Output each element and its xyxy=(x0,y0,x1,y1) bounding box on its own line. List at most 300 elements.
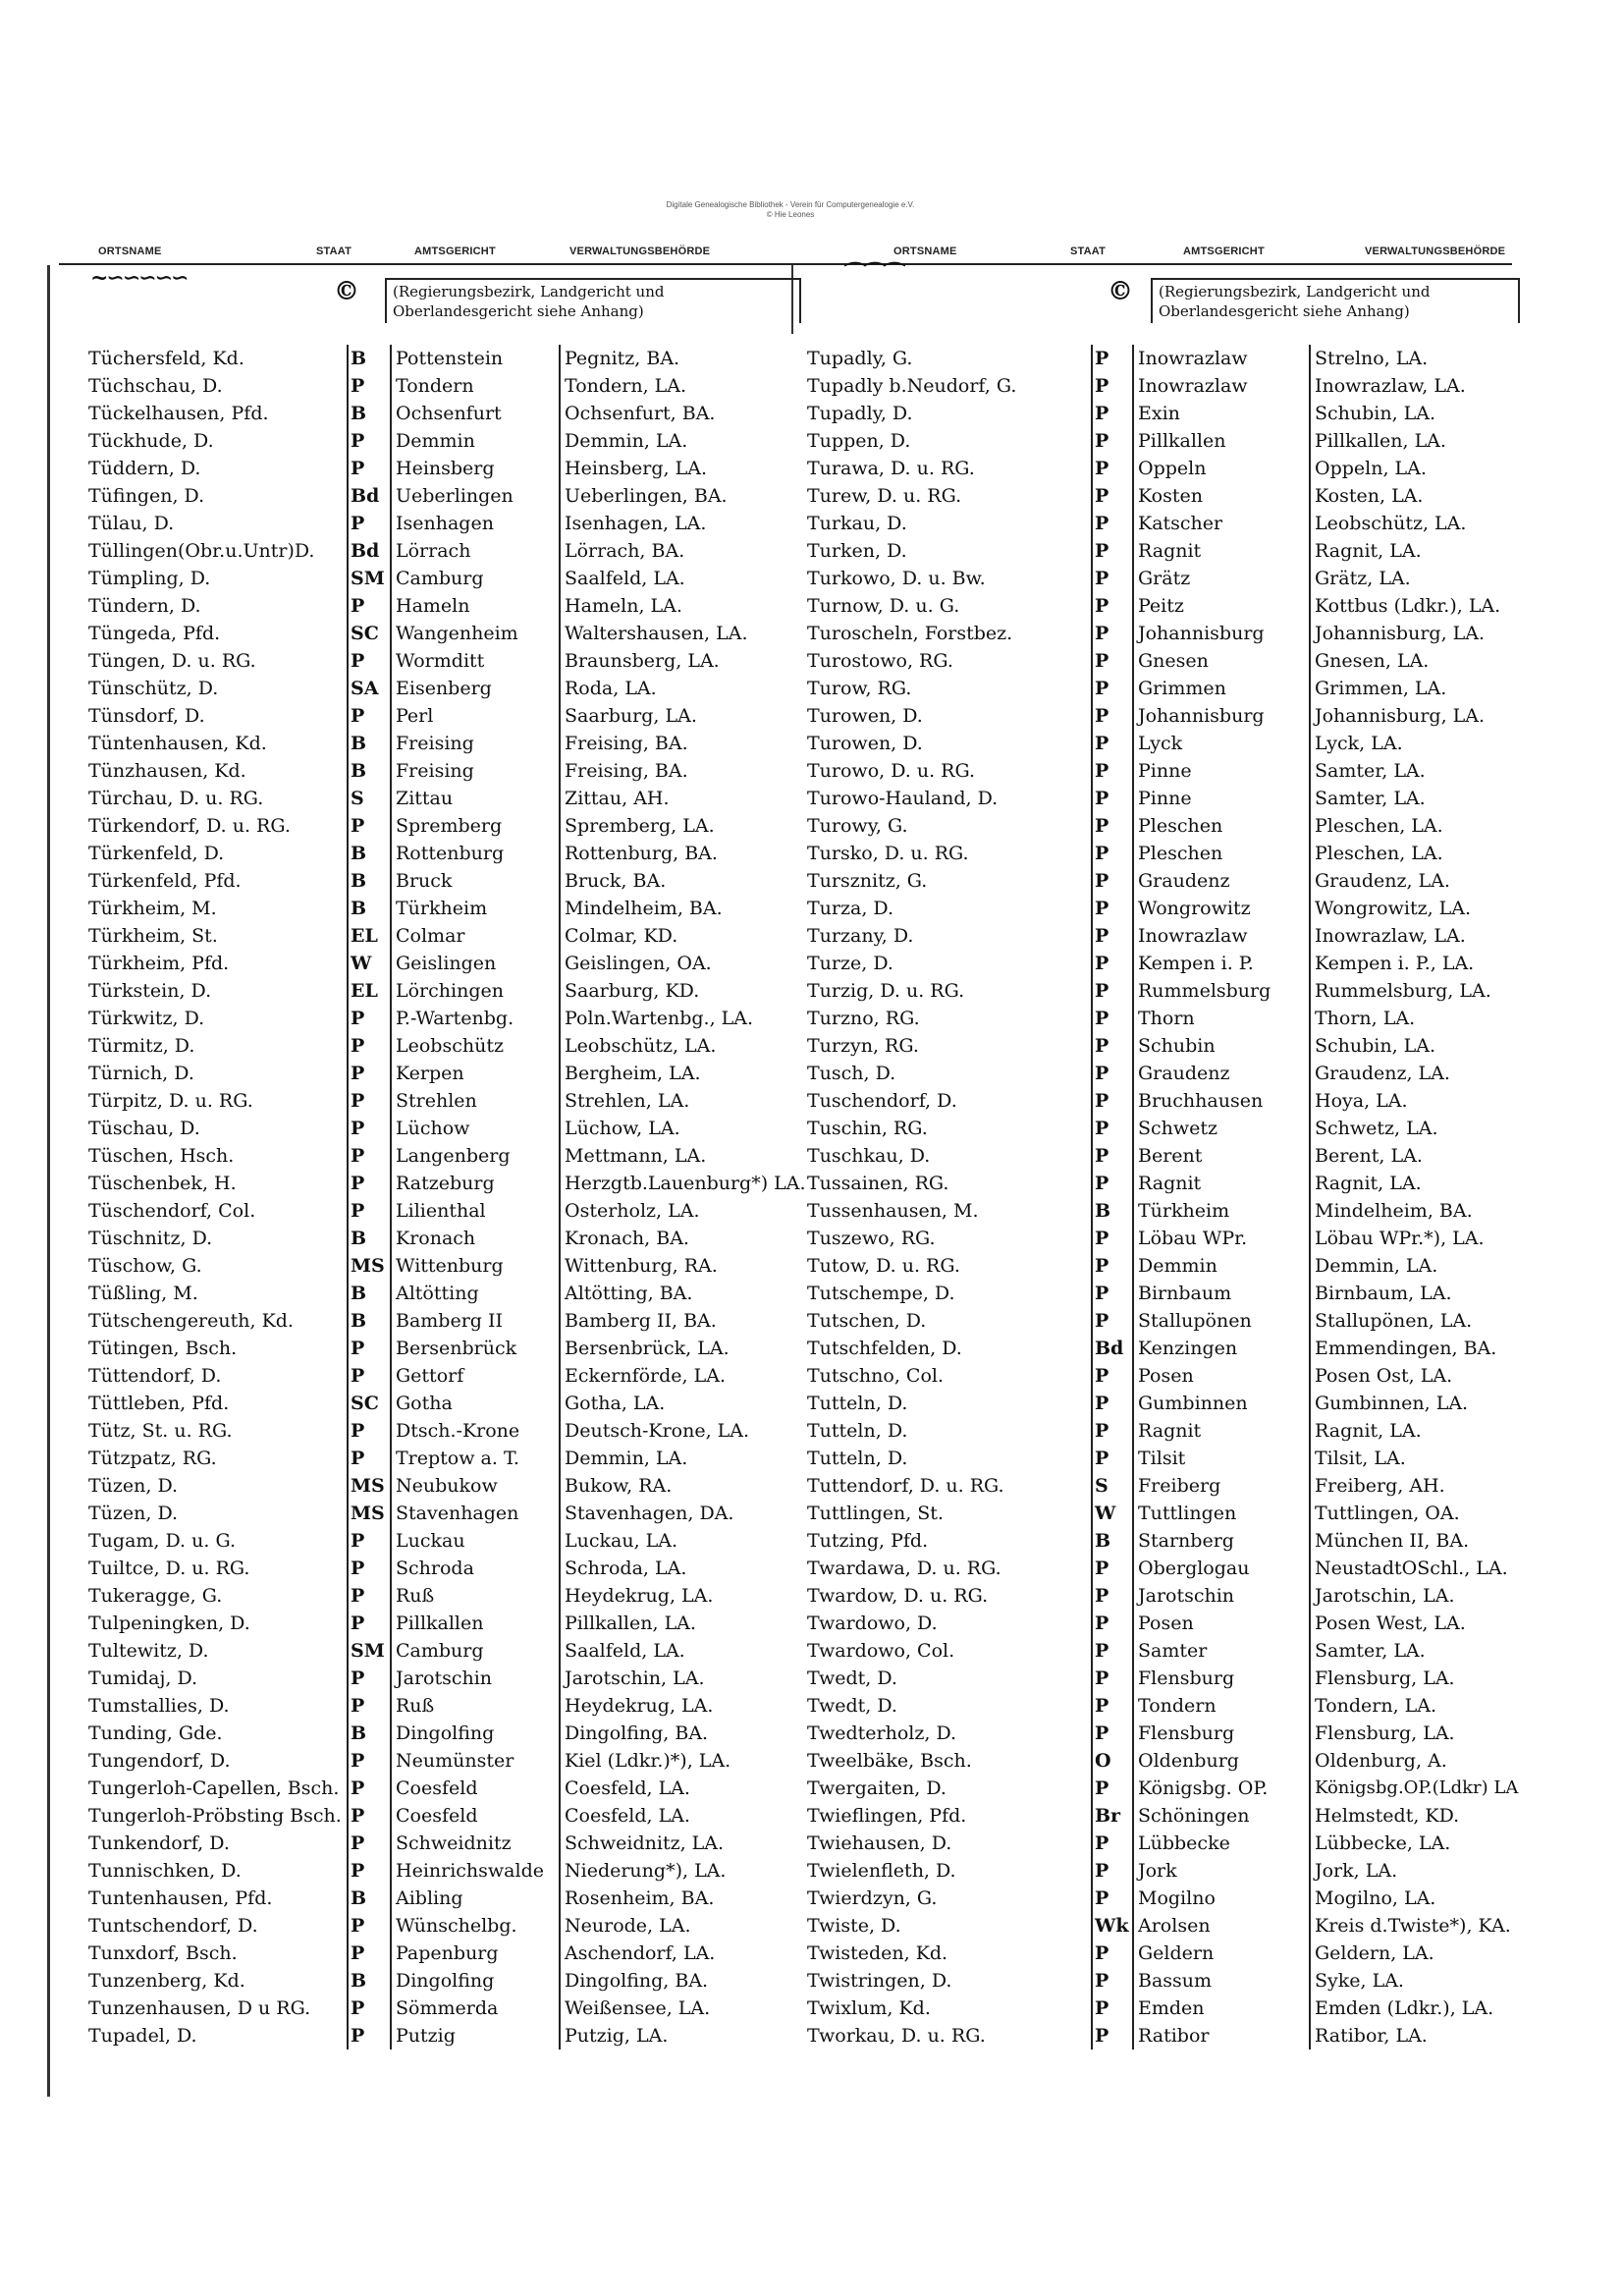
table-row xyxy=(803,1472,1526,1500)
staat-cell: Bd xyxy=(348,482,391,510)
amtsgericht-cell: Strehlen xyxy=(396,1090,477,1112)
ortsname-cell: Twardowo, D. xyxy=(807,1613,938,1634)
verwaltung-cell: Schroda, LA. xyxy=(560,1555,807,1582)
ortsname-cell: Tüschau, D. xyxy=(88,1118,200,1139)
ortsname-cell: Twergaiten, D. xyxy=(807,1777,947,1799)
verwaltung-cell: Osterholz, LA. xyxy=(560,1197,807,1225)
staat-cell: P xyxy=(348,1197,391,1225)
table-row xyxy=(803,785,1526,812)
verwaltung-cell: Mettmann, LA. xyxy=(560,1142,807,1170)
ortsname-cell: Twardowo, Col. xyxy=(807,1640,955,1662)
ortsname-cell: Tüzen, D. xyxy=(88,1475,179,1497)
verwaltung-cell: Dingolfing, BA. xyxy=(560,1720,807,1747)
table-row xyxy=(803,345,1526,372)
amtsgericht-cell: Putzig xyxy=(396,2025,456,2047)
table-row xyxy=(803,1555,1526,1582)
staat-cell: Wk xyxy=(1092,1912,1133,1940)
staat-cell: P xyxy=(348,2022,391,2050)
table-row xyxy=(803,1995,1526,2022)
amtsgericht-cell: Jork xyxy=(1138,1860,1177,1882)
amtsgericht-cell: Grimmen xyxy=(1138,678,1226,699)
left-header-verwaltung: VERWALTUNGSBEHÖRDE xyxy=(569,246,711,257)
ortsname-cell: Tungerloh-Capellen, Bsch. xyxy=(88,1777,340,1799)
verwaltung-cell: Leobschütz, LA. xyxy=(1310,510,1526,537)
right-handwritten-mark: ⌒⌒⌒ xyxy=(844,261,904,287)
amtsgericht-cell: Wormditt xyxy=(396,650,485,672)
verwaltung-cell: Lüchow, LA. xyxy=(560,1115,807,1142)
ortsname-cell: Tünzhausen, Kd. xyxy=(88,760,246,782)
table-row xyxy=(84,1857,807,1885)
amtsgericht-cell: Schroda xyxy=(396,1558,474,1579)
ortsname-cell: Tunnischken, D. xyxy=(88,1860,242,1882)
amtsgericht-cell: Treptow a. T. xyxy=(396,1448,519,1469)
amtsgericht-cell: Stavenhagen xyxy=(396,1503,519,1524)
amtsgericht-cell: Neumünster xyxy=(396,1750,514,1772)
table-row xyxy=(84,867,807,895)
verwaltung-cell: Hoya, LA. xyxy=(1310,1087,1526,1115)
table-row xyxy=(803,1197,1526,1225)
table-row xyxy=(803,867,1526,895)
amtsgericht-cell: Schubin xyxy=(1138,1035,1216,1057)
table-row xyxy=(803,1500,1526,1527)
ortsname-cell: Turawa, D. u. RG. xyxy=(807,458,975,479)
left-staat-symbol: © xyxy=(334,277,359,306)
amtsgericht-cell: Graudenz xyxy=(1138,1063,1230,1084)
amtsgericht-cell: Exin xyxy=(1138,403,1180,424)
staat-cell: P xyxy=(348,1912,391,1940)
staat-cell: P xyxy=(1092,1005,1133,1032)
verwaltung-cell: Freising, BA. xyxy=(560,730,807,757)
table-row xyxy=(803,1362,1526,1390)
ortsname-cell: Turkau, D. xyxy=(807,513,907,534)
ortsname-cell: Tuschendorf, D. xyxy=(807,1090,957,1112)
ortsname-cell: Tultewitz, D. xyxy=(88,1640,209,1662)
table-row xyxy=(803,1775,1526,1802)
verwaltung-cell: Neurode, LA. xyxy=(560,1912,807,1940)
amtsgericht-cell: Neubukow xyxy=(396,1475,498,1497)
ortsname-cell: Tüschendorf, Col. xyxy=(88,1200,256,1222)
amtsgericht-cell: Bamberg II xyxy=(396,1310,504,1332)
table-row xyxy=(803,1390,1526,1417)
amtsgericht-cell: Ragnit xyxy=(1138,1420,1202,1442)
verwaltung-cell: Luckau, LA. xyxy=(560,1527,807,1555)
verwaltung-cell: Spremberg, LA. xyxy=(560,812,807,840)
amtsgericht-cell: Jarotschin xyxy=(396,1667,493,1689)
verwaltung-cell: Berent, LA. xyxy=(1310,1142,1526,1170)
table-row xyxy=(803,372,1526,400)
table-row xyxy=(84,1775,807,1802)
ortsname-cell: Tutschempe, D. xyxy=(807,1283,955,1304)
ortsname-cell: Turzig, D. u. RG. xyxy=(807,980,965,1002)
ortsname-cell: Tulpeningken, D. xyxy=(88,1613,250,1634)
table-row xyxy=(84,345,807,372)
amtsgericht-cell: Langenberg xyxy=(396,1145,511,1167)
table-row xyxy=(803,565,1526,592)
verwaltung-cell: Emden (Ldkr.), LA. xyxy=(1310,1995,1526,2022)
amtsgericht-cell: Pinne xyxy=(1138,760,1192,782)
verwaltung-cell: Graudenz, LA. xyxy=(1310,1060,1526,1087)
staat-cell: P xyxy=(1092,427,1133,455)
amtsgericht-cell: Emden xyxy=(1138,1997,1205,2019)
ortsname-cell: Tüßling, M. xyxy=(88,1283,198,1304)
verwaltung-cell: Rummelsburg, LA. xyxy=(1310,977,1526,1005)
amtsgericht-cell: Luckau xyxy=(396,1530,465,1552)
table-row xyxy=(84,1060,807,1087)
table-row xyxy=(84,427,807,455)
verwaltung-cell: Ragnit, LA. xyxy=(1310,1417,1526,1445)
table-row xyxy=(803,757,1526,785)
staat-cell: P xyxy=(1092,730,1133,757)
table-row xyxy=(84,1527,807,1555)
staat-cell: P xyxy=(1092,757,1133,785)
staat-cell: P xyxy=(348,1005,391,1032)
ortsname-cell: Turow, RG. xyxy=(807,678,912,699)
table-row xyxy=(803,950,1526,977)
staat-cell: P xyxy=(1092,345,1133,372)
table-row xyxy=(84,400,807,427)
ortsname-cell: Türkheim, Pfd. xyxy=(88,953,230,974)
verwaltung-cell: Schwetz, LA. xyxy=(1310,1115,1526,1142)
amtsgericht-cell: Oberglogau xyxy=(1138,1558,1250,1579)
amtsgericht-cell: Tondern xyxy=(396,375,474,397)
amtsgericht-cell: Dingolfing xyxy=(396,1722,495,1744)
amtsgericht-cell: Grätz xyxy=(1138,568,1191,589)
table-row xyxy=(84,1445,807,1472)
ortsname-cell: Tutschno, Col. xyxy=(807,1365,945,1387)
verwaltung-cell: Samter, LA. xyxy=(1310,757,1526,785)
staat-cell: P xyxy=(1092,867,1133,895)
ortsname-cell: Tüngen, D. u. RG. xyxy=(88,650,256,672)
table-row xyxy=(803,1335,1526,1362)
table-row xyxy=(84,647,807,675)
amtsgericht-cell: Ochsenfurt xyxy=(396,403,502,424)
ortsname-cell: Turew, D. u. RG. xyxy=(807,485,962,507)
amtsgericht-cell: Lübbecke xyxy=(1138,1832,1230,1854)
verwaltung-cell: Deutsch-Krone, LA. xyxy=(560,1417,807,1445)
amtsgericht-cell: Gumbinnen xyxy=(1138,1393,1248,1414)
staat-cell: P xyxy=(348,1060,391,1087)
staat-cell: B xyxy=(348,1967,391,1995)
amtsgericht-cell: Freising xyxy=(396,733,474,754)
verwaltung-cell: Bruck, BA. xyxy=(560,867,807,895)
table-row xyxy=(803,1142,1526,1170)
table-row xyxy=(84,840,807,867)
table-row xyxy=(803,537,1526,565)
amtsgericht-cell: Inowrazlaw xyxy=(1138,348,1248,369)
left-header-amtsgericht: AMTSGERICHT xyxy=(414,246,496,257)
ortsname-cell: Tuschkau, D. xyxy=(807,1145,931,1167)
table-row xyxy=(84,1637,807,1665)
verwaltung-cell: Altötting, BA. xyxy=(560,1280,807,1307)
ortsname-cell: Türkenfeld, Pfd. xyxy=(88,870,242,892)
staat-cell: P xyxy=(1092,785,1133,812)
table-row xyxy=(84,1692,807,1720)
staat-cell: P xyxy=(1092,1665,1133,1692)
staat-cell: P xyxy=(1092,1280,1133,1307)
amtsgericht-cell: Lörrach xyxy=(396,540,471,562)
verwaltung-cell: Stavenhagen, DA. xyxy=(560,1500,807,1527)
staat-cell: B xyxy=(348,1307,391,1335)
amtsgericht-cell: Aibling xyxy=(396,1887,463,1909)
amtsgericht-cell: Bruck xyxy=(396,870,453,892)
staat-cell: P xyxy=(1092,1390,1133,1417)
verwaltung-cell: Pegnitz, BA. xyxy=(560,345,807,372)
amtsgericht-cell: Ragnit xyxy=(1138,1173,1202,1194)
table-row xyxy=(84,620,807,647)
table-row xyxy=(84,1362,807,1390)
table-row xyxy=(803,702,1526,730)
table-row xyxy=(803,840,1526,867)
amtsgericht-cell: Arolsen xyxy=(1138,1915,1211,1937)
amtsgericht-cell: Sömmerda xyxy=(396,1997,499,2019)
ortsname-cell: Tusch, D. xyxy=(807,1063,896,1084)
verwaltung-cell: München II, BA. xyxy=(1310,1527,1526,1555)
staat-cell: Bd xyxy=(348,537,391,565)
staat-cell: P xyxy=(348,1610,391,1637)
table-row xyxy=(803,675,1526,702)
ortsname-cell: Turze, D. xyxy=(807,953,893,974)
staat-cell: P xyxy=(1092,977,1133,1005)
table-row xyxy=(803,1665,1526,1692)
table-row xyxy=(84,1417,807,1445)
amtsgericht-cell: Coesfeld xyxy=(396,1805,478,1827)
ortsname-cell: Tuttlingen, St. xyxy=(807,1503,944,1524)
amtsgericht-cell: Coesfeld xyxy=(396,1777,478,1799)
table-row xyxy=(803,427,1526,455)
table-row xyxy=(84,812,807,840)
watermark-line-1: Digitale Genealogische Bibliothek - Verein für Computergenealogie e.V. xyxy=(666,200,915,209)
ortsname-cell: Türnich, D. xyxy=(88,1063,194,1084)
verwaltung-cell: Thorn, LA. xyxy=(1310,1005,1526,1032)
staat-cell: MS xyxy=(348,1500,391,1527)
staat-cell: Br xyxy=(1092,1802,1133,1830)
verwaltung-cell: Pleschen, LA. xyxy=(1310,812,1526,840)
staat-cell: P xyxy=(1092,400,1133,427)
table-row xyxy=(84,1747,807,1775)
amtsgericht-cell: Tondern xyxy=(1138,1695,1217,1717)
staat-cell: P xyxy=(1092,1995,1133,2022)
left-header-staat: STAAT xyxy=(316,246,352,257)
verwaltung-cell: Weißensee, LA. xyxy=(560,1995,807,2022)
staat-cell: EL xyxy=(348,977,391,1005)
ortsname-cell: Turzany, D. xyxy=(807,925,914,947)
verwaltung-cell: Johannisburg, LA. xyxy=(1310,620,1526,647)
ortsname-cell: Tütschengereuth, Kd. xyxy=(88,1310,294,1332)
staat-cell: P xyxy=(348,1747,391,1775)
table-row xyxy=(803,1280,1526,1307)
table-row xyxy=(84,565,807,592)
verwaltung-cell: Posen Ost, LA. xyxy=(1310,1362,1526,1390)
verwaltung-cell: Braunsberg, LA. xyxy=(560,647,807,675)
ortsname-cell: Tunkendorf, D. xyxy=(88,1832,230,1854)
staat-cell: P xyxy=(1092,1555,1133,1582)
verwaltung-cell: Pleschen, LA. xyxy=(1310,840,1526,867)
table-row xyxy=(803,1225,1526,1252)
staat-cell: P xyxy=(1092,1087,1133,1115)
staat-cell: P xyxy=(348,1445,391,1472)
staat-cell: P xyxy=(348,1995,391,2022)
table-row xyxy=(84,1912,807,1940)
amtsgericht-cell: Gnesen xyxy=(1138,650,1209,672)
verwaltung-cell: Grimmen, LA. xyxy=(1310,675,1526,702)
ortsname-cell: Tutteln, D. xyxy=(807,1448,908,1469)
verwaltung-cell: Tilsit, LA. xyxy=(1310,1445,1526,1472)
staat-cell: B xyxy=(348,345,391,372)
verwaltung-cell: Lörrach, BA. xyxy=(560,537,807,565)
table-row xyxy=(84,455,807,482)
table-row xyxy=(803,1692,1526,1720)
verwaltung-cell: Mindelheim, BA. xyxy=(1310,1197,1526,1225)
verwaltung-cell: Waltershausen, LA. xyxy=(560,620,807,647)
staat-cell: P xyxy=(1092,1582,1133,1610)
staat-cell: P xyxy=(348,1940,391,1967)
staat-cell: P xyxy=(348,592,391,620)
verwaltung-cell: Bergheim, LA. xyxy=(560,1060,807,1087)
staat-cell: P xyxy=(1092,1830,1133,1857)
ortsname-cell: Turoscheln, Forstbez. xyxy=(807,623,1013,644)
staat-cell: P xyxy=(1092,1307,1133,1335)
amtsgericht-cell: Dtsch.-Krone xyxy=(396,1420,520,1442)
table-row xyxy=(84,1197,807,1225)
amtsgericht-cell: Hameln xyxy=(396,595,470,617)
left-table xyxy=(84,345,807,2050)
left-header-ortsname: ORTSNAME xyxy=(98,246,162,257)
verwaltung-cell: Gotha, LA. xyxy=(560,1390,807,1417)
verwaltung-cell: Wittenburg, RA. xyxy=(560,1252,807,1280)
verwaltung-cell: Wongrowitz, LA. xyxy=(1310,895,1526,922)
table-row xyxy=(84,1582,807,1610)
ortsname-cell: Türpitz, D. u. RG. xyxy=(88,1090,253,1112)
verwaltung-cell: Heinsberg, LA. xyxy=(560,455,807,482)
verwaltung-cell: Heydekrug, LA. xyxy=(560,1582,807,1610)
verwaltung-cell: NeustadtOSchl., LA. xyxy=(1310,1555,1526,1582)
ortsname-cell: Tüschow, G. xyxy=(88,1255,202,1277)
staat-cell: P xyxy=(1092,647,1133,675)
staat-cell: P xyxy=(348,1665,391,1692)
table-row xyxy=(84,730,807,757)
amtsgericht-cell: Wittenburg xyxy=(396,1255,504,1277)
ortsname-cell: Turnow, D. u. G. xyxy=(807,595,960,617)
table-row xyxy=(803,1032,1526,1060)
staat-cell: P xyxy=(1092,482,1133,510)
amtsgericht-cell: Lörchingen xyxy=(396,980,504,1002)
staat-cell: P xyxy=(1092,1417,1133,1445)
ortsname-cell: Tüschen, Hsch. xyxy=(88,1145,235,1167)
table-row xyxy=(803,1417,1526,1445)
ortsname-cell: Tussainen, RG. xyxy=(807,1173,949,1194)
ortsname-cell: Turken, D. xyxy=(807,540,907,562)
staat-cell: P xyxy=(1092,1857,1133,1885)
verwaltung-cell: Niederung*), LA. xyxy=(560,1857,807,1885)
ortsname-cell: Tüchersfeld, Kd. xyxy=(88,348,244,369)
ortsname-cell: Tülau, D. xyxy=(88,513,175,534)
amtsgericht-cell: Zittau xyxy=(396,788,454,809)
staat-cell: P xyxy=(348,1582,391,1610)
amtsgericht-cell: Heinsberg xyxy=(396,458,495,479)
ortsname-cell: Tümpling, D. xyxy=(88,568,211,589)
table-row xyxy=(803,455,1526,482)
verwaltung-cell: Grätz, LA. xyxy=(1310,565,1526,592)
verwaltung-cell: Birnbaum, LA. xyxy=(1310,1280,1526,1307)
amtsgericht-cell: Spremberg xyxy=(396,815,503,837)
table-row xyxy=(84,1032,807,1060)
ortsname-cell: Tüfingen, D. xyxy=(88,485,205,507)
table-row xyxy=(84,1720,807,1747)
ortsname-cell: Türkwitz, D. xyxy=(88,1008,205,1029)
verwaltung-cell: Flensburg, LA. xyxy=(1310,1720,1526,1747)
amtsgericht-cell: Thorn xyxy=(1138,1008,1195,1029)
left-subheading-line-1: (Regierungsbezirk, Landgericht und xyxy=(393,283,665,301)
table-row xyxy=(84,1995,807,2022)
staat-cell: B xyxy=(348,1225,391,1252)
ortsname-cell: Tupadel, D. xyxy=(88,2025,197,2047)
staat-cell: P xyxy=(1092,1445,1133,1472)
ortsname-cell: Turowen, D. xyxy=(807,705,923,727)
table-row xyxy=(84,1830,807,1857)
table-row xyxy=(84,1087,807,1115)
amtsgericht-cell: Kempen i. P. xyxy=(1138,953,1254,974)
table-row xyxy=(84,1170,807,1197)
staat-cell: B xyxy=(348,400,391,427)
amtsgericht-cell: Ruß xyxy=(396,1585,435,1607)
ortsname-cell: Turowo-Hauland, D. xyxy=(807,788,999,809)
amtsgericht-cell: Bruchhausen xyxy=(1138,1090,1264,1112)
verwaltung-cell: Mogilno, LA. xyxy=(1310,1885,1526,1912)
verwaltung-cell: Strehlen, LA. xyxy=(560,1087,807,1115)
right-header-verwaltung: VERWALTUNGSBEHÖRDE xyxy=(1365,246,1506,257)
amtsgericht-cell: Eisenberg xyxy=(396,678,492,699)
table-row xyxy=(84,1967,807,1995)
amtsgericht-cell: Starnberg xyxy=(1138,1530,1234,1552)
verwaltung-cell: Rottenburg, BA. xyxy=(560,840,807,867)
staat-cell: P xyxy=(1092,922,1133,950)
table-row xyxy=(803,1637,1526,1665)
table-row xyxy=(803,400,1526,427)
ortsname-cell: Tutschen, D. xyxy=(807,1310,927,1332)
staat-cell: SC xyxy=(348,1390,391,1417)
table-row xyxy=(803,1830,1526,1857)
staat-cell: P xyxy=(348,372,391,400)
ortsname-cell: Tuszewo, RG. xyxy=(807,1228,936,1249)
amtsgericht-cell: Johannisburg xyxy=(1138,623,1265,644)
table-row xyxy=(803,1252,1526,1280)
staat-cell: P xyxy=(348,455,391,482)
amtsgericht-cell: Rummelsburg xyxy=(1138,980,1271,1002)
staat-cell: S xyxy=(348,785,391,812)
amtsgericht-cell: Camburg xyxy=(396,568,484,589)
amtsgericht-cell: Ragnit xyxy=(1138,540,1202,562)
verwaltung-cell: Geldern, LA. xyxy=(1310,1940,1526,1967)
ortsname-cell: Tweelbäke, Bsch. xyxy=(807,1750,972,1772)
watermark xyxy=(491,200,1090,220)
amtsgericht-cell: Dingolfing xyxy=(396,1970,495,1992)
staat-cell: P xyxy=(1092,840,1133,867)
amtsgericht-cell: Wünschelbg. xyxy=(396,1915,517,1937)
amtsgericht-cell: Ratibor xyxy=(1138,2025,1210,2047)
watermark-line-2: © Hie Leones xyxy=(766,210,815,219)
ortsname-cell: Turowen, D. xyxy=(807,733,923,754)
right-header-staat: STAAT xyxy=(1070,246,1107,257)
amtsgericht-cell: Gettorf xyxy=(396,1365,464,1387)
verwaltung-cell: Putzig, LA. xyxy=(560,2022,807,2050)
amtsgericht-cell: P.-Wartenbg. xyxy=(396,1008,514,1029)
amtsgericht-cell: Demmin xyxy=(1138,1255,1217,1277)
ortsname-cell: Twiehausen, D. xyxy=(807,1832,952,1854)
verwaltung-cell: Johannisburg, LA. xyxy=(1310,702,1526,730)
table-row xyxy=(803,1912,1526,1940)
staat-cell: P xyxy=(348,1417,391,1445)
verwaltung-cell: Kempen i. P., LA. xyxy=(1310,950,1526,977)
